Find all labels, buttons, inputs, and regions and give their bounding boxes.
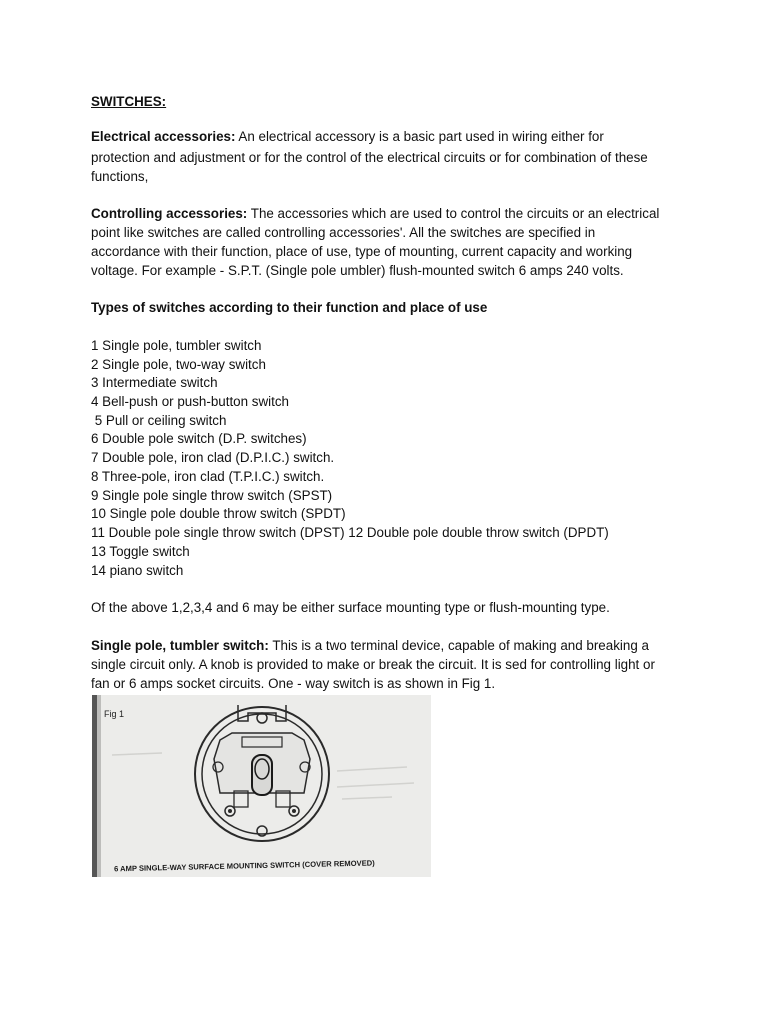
para1-line3: functions, xyxy=(91,169,149,184)
list-item: 3 Intermediate switch xyxy=(91,375,218,390)
para3-line2: single circuit only. A knob is provided to make or break the circuit. It is sed for controlling light or xyxy=(91,657,655,672)
list-item: 1 Single pole, tumbler switch xyxy=(91,338,262,353)
para2-line3: accordance with their function, place of use, type of mounting, current capacity and working xyxy=(91,244,633,259)
mounting-note: Of the above 1,2,3,4 and 6 may be either surface mounting type or flush-mounting type. xyxy=(91,600,610,615)
para-tumbler-switch-line1 xyxy=(91,637,649,656)
para3-line1-text: This is a two terminal device, capable of making and breaking a xyxy=(272,638,649,653)
figure-switch-illustration xyxy=(92,695,431,877)
para1-line2: protection and adjustment or for the control of the electrical circuits or for combination of these xyxy=(91,150,648,165)
types-heading: Types of switches according to their function and place of use xyxy=(91,300,488,315)
list-item: 10 Single pole double throw switch (SPDT) xyxy=(91,506,346,521)
para3-line3: fan or 6 amps socket circuits. One - way switch is as shown in Fig 1. xyxy=(91,676,496,691)
list-item: 14 piano switch xyxy=(91,563,184,578)
para1-line1-text: An electrical accessory is a basic part used in wiring either for xyxy=(238,129,604,144)
para-controlling-accessories-line1 xyxy=(91,205,659,224)
term-controlling-accessories: Controlling accessories: xyxy=(91,206,248,221)
figure-label: Fig 1 xyxy=(104,709,125,719)
list-item: 2 Single pole, two-way switch xyxy=(91,357,266,372)
list-item: 7 Double pole, iron clad (D.P.I.C.) switch. xyxy=(91,450,335,465)
term-electrical-accessories: Electrical accessories: xyxy=(91,129,236,144)
list-item: 4 Bell-push or push-button switch xyxy=(91,394,289,409)
para-electrical-accessories-line1 xyxy=(91,128,604,147)
switch-drawing xyxy=(92,695,431,877)
list-item: 13 Toggle switch xyxy=(91,544,190,559)
para2-line1-text: The accessories which are used to control the circuits or an electrical xyxy=(250,206,660,221)
list-item: 6 Double pole switch (D.P. switches) xyxy=(91,431,307,446)
list-item: 9 Single pole single throw switch (SPST) xyxy=(91,488,333,503)
list-item: 5 Pull or ceiling switch xyxy=(91,413,227,428)
term-tumbler-switch: Single pole, tumbler switch: xyxy=(91,638,269,653)
figure-caption: 6 AMP SINGLE-WAY SURFACE MOUNTING SWITCH (COVER REMOVED) xyxy=(113,858,375,874)
list-item: 11 Double pole single throw switch (DPST) 12 Double pole double throw switch (DPDT) xyxy=(91,525,609,540)
section-heading: SWITCHES: xyxy=(91,94,167,109)
list-item: 8 Three-pole, iron clad (T.P.I.C.) switch. xyxy=(91,469,325,484)
para2-line2: point like switches are called controlling accessories'. All the switches are specified in xyxy=(91,225,596,240)
para2-line4: voltage. For example - S.P.T. (Single pole umbler) flush-mounted switch 6 amps 240 volts. xyxy=(91,263,624,278)
